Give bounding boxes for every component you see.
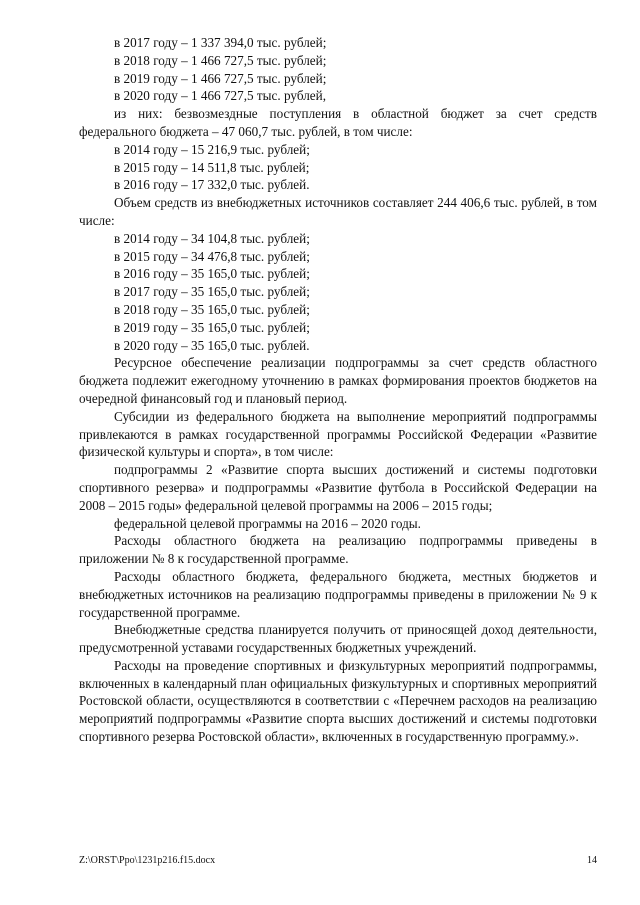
extrabudget-paragraph: Внебюджетные средства планируется получить от приносящей доход деятельности, предусмотренной уставами государственных бюджетных учреждений.	[79, 622, 597, 656]
extra-line-2019: в 2019 году – 35 165,0 тыс. рублей;	[114, 319, 310, 335]
budget-line-2020: в 2020 году – 1 466 727,5 тыс. рублей,	[114, 88, 326, 104]
extrabudget-volume-paragraph: Объем средств из внебюджетных источников составляет 244 406,6 тыс. рублей, в том числе:	[79, 195, 597, 228]
extra-line-2016: в 2016 году – 35 165,0 тыс. рублей;	[114, 266, 310, 282]
ftp-paragraph: федеральной целевой программы на 2016 – 2020 годы.	[114, 515, 421, 531]
final-paragraph: Расходы на проведение спортивных и физкультурных мероприятий подпрограммы, включенных в календарный план официальных физкультурных и спортивных мероприятий Ростовской области, осуществляются в соответствии с «Перечнем расходов на реализацию мероприятий подпрограммы «Развитие спорта высших достижений и системы подготовки спортивного резерва Ростовской области», включенных в государственную программу.».	[79, 657, 597, 745]
budget-line-2017: в 2017 году – 1 337 394,0 тыс. рублей;	[114, 35, 327, 50]
appendix-8-paragraph: Расходы областного бюджета на реализацию подпрограммы приведены в приложении № 8 к государственной программе.	[79, 533, 597, 567]
federal-line-2014: в 2014 году – 15 216,9 тыс. рублей;	[114, 141, 310, 157]
resource-paragraph: Ресурсное обеспечение реализации подпрограммы за счет средств областного бюджета подлежит ежегодному уточнению в рамках формирования проектов бюджетов на очередной финансовый год и плановый период.	[79, 355, 597, 406]
extra-line-2014: в 2014 году – 34 104,8 тыс. рублей;	[114, 230, 310, 246]
document-body	[79, 34, 597, 746]
extra-line-2017: в 2017 году – 35 165,0 тыс. рублей;	[114, 284, 310, 300]
subsidies-paragraph: Субсидии из федерального бюджета на выполнение мероприятий подпрограммы привлекаются в рамках государственной программы Российской Федерации «Развитие физической культуры и спорта», в том числе:	[79, 408, 597, 460]
budget-line-2019: в 2019 году – 1 466 727,5 тыс. рублей;	[114, 70, 327, 86]
subprogram-2-paragraph: подпрограммы 2 «Развитие спорта высших достижений и системы подготовки спортивного резерва» и подпрограммы «Развитие футбола в Российской Федерации на 2008 – 2015 годы» федеральной целевой программы на 2006 – 2015 годы;	[79, 462, 597, 513]
extra-line-2020: в 2020 году – 35 165,0 тыс. рублей.	[114, 337, 310, 353]
extra-line-2018: в 2018 году – 35 165,0 тыс. рублей;	[114, 301, 310, 317]
federal-line-2015: в 2015 году – 14 511,8 тыс. рублей;	[114, 159, 310, 175]
federal-line-2016: в 2016 году – 17 332,0 тыс. рублей.	[114, 177, 310, 193]
federal-paragraph: из них: безвозмездные поступления в областной бюджет за счет средств федерального бюджета – 47 060,7 тыс. рублей, в том числе:	[79, 106, 597, 139]
appendix-9-paragraph: Расходы областного бюджета, федерального бюджета, местных бюджетов и внебюджетных источников на реализацию подпрограммы приведены в приложении № 9 к государственной программе.	[79, 568, 597, 620]
page-number: 14	[587, 855, 597, 866]
file-path: Z:\ORST\Ppo\1231p216.f15.docx	[79, 855, 216, 866]
extra-line-2015: в 2015 году – 34 476,8 тыс. рублей;	[114, 248, 310, 264]
budget-line-2018: в 2018 году – 1 466 727,5 тыс. рублей;	[114, 52, 327, 68]
